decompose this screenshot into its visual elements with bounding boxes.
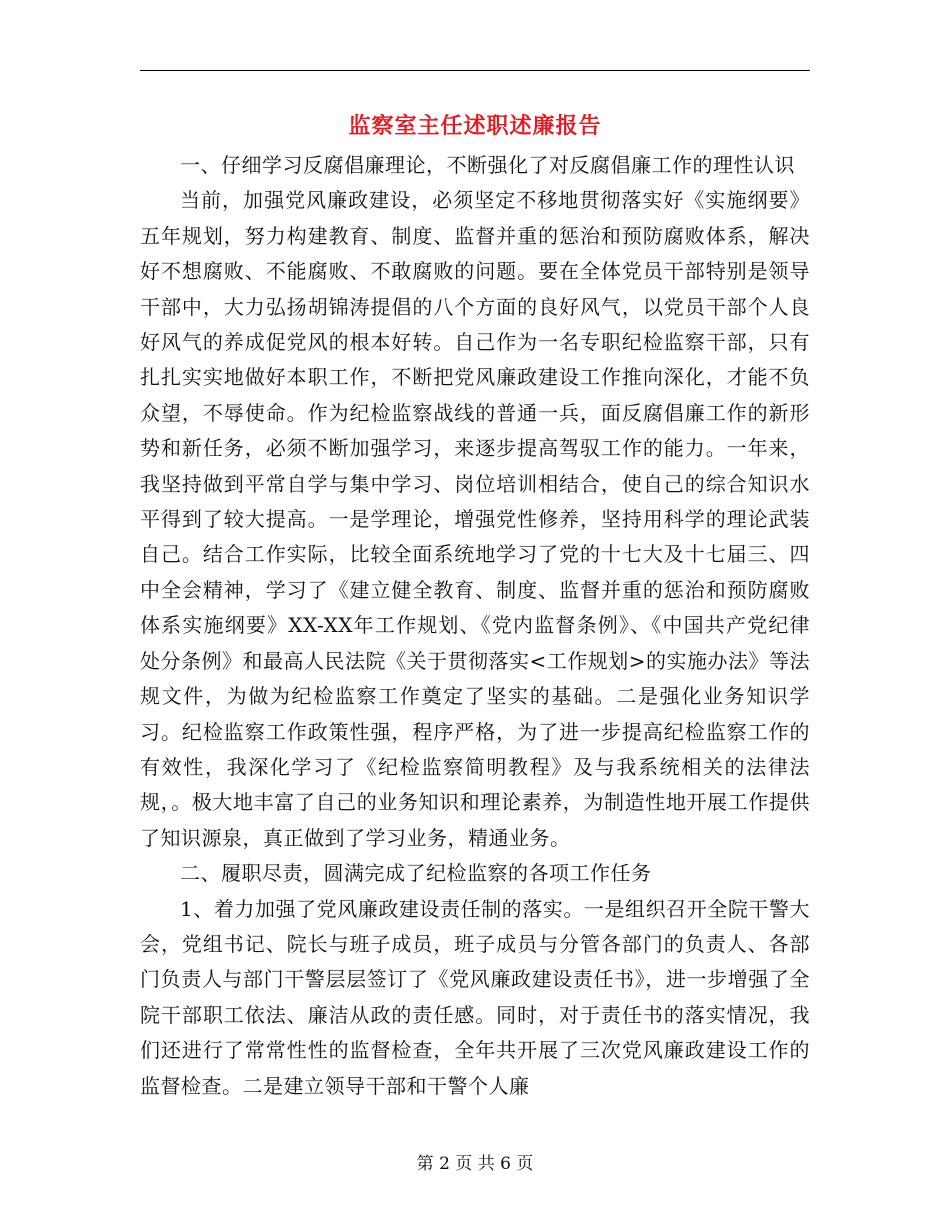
- paragraph-heading-2: 二、履职尽责，圆满完成了纪检监察的各项工作任务: [180, 861, 652, 886]
- header-rule: [140, 70, 810, 71]
- document-title: 监察室主任述职述廉报告: [348, 113, 602, 139]
- paragraph-heading-1: 一、仔细学习反腐倡廉理论，不断强化了对反腐倡廉工作的理性认识: [180, 153, 795, 177]
- page-number: 第 2 页 共 6 页: [416, 1154, 534, 1174]
- document-body: [140, 148, 810, 1104]
- page-footer: [0, 1152, 950, 1176]
- paragraph: 1、着力加强了党风廉政建设责任制的落实。一是组织召开全院干警大会，党组书记、院长与班子成员，班子成员与分管各部门的负责人、各部门负责人与部门干警层层签订了《党风廉政建设责任书》，进一步增强了全院干部职工依法、廉洁从政的责任感。同时，对于责任书的落实情况，我们还进行了常常性性的监督检查，全年共开展了三次党风廉政建设工作的监督检查。二是建立领导干部和干警个人廉: [140, 896, 810, 1098]
- paragraph: 当前，加强党风廉政建设，必须坚定不移地贯彻落实好《实施纲要》五年规划，努力构建教育、制度、监督并重的惩治和预防腐败体系，解决好不想腐败、不能腐败、不敢腐败的问题。要在全体党员干部特别是领导干部中，大力弘扬胡锦涛提倡的八个方面的良好风气，以党员干部个人良好风气的养成促党风的根本好转。自己作为一名专职纪检监察干部，只有扎扎实实地做好本职工作，不断把党风廉政建设工作推向深化，才能不负众望，不辱使命。作为纪检监察战线的普通一兵，面反腐倡廉工作的新形势和新任务，必须不断加强学习，来逐步提高驾驭工作的能力。一年来，我坚持做到平常自学与集中学习、岗位培训相结合，使自己的综合知识水平得到了较大提高。一是学理论，增强党性修养，坚持用科学的理论武装自己。结合工作实际，比较全面系统地学习了党的十七大及十七届三、四中全会精神，学习了《建立健全教育、制度、监督并重的惩治和预防腐败体系实施纲要》XX-XX年工作规划、《党内监督条例》、《中国共产党纪律处分条例》和最高人民法院《关于贯彻落实<工作规划>的实施办法》等法规文件，为做为纪检监察工作奠定了坚实的基础。二是强化业务知识学习。纪检监察工作政策性强，程序严格，为了进一步提高纪检监察工作的有效性，我深化学习了《纪检监察简明教程》及与我系统相关的法律法规，。极大地丰富了自己的业务知识和理论素养，为制造性地开展工作提供了知识源泉，真正做到了学习业务，精通业务。: [140, 188, 811, 850]
